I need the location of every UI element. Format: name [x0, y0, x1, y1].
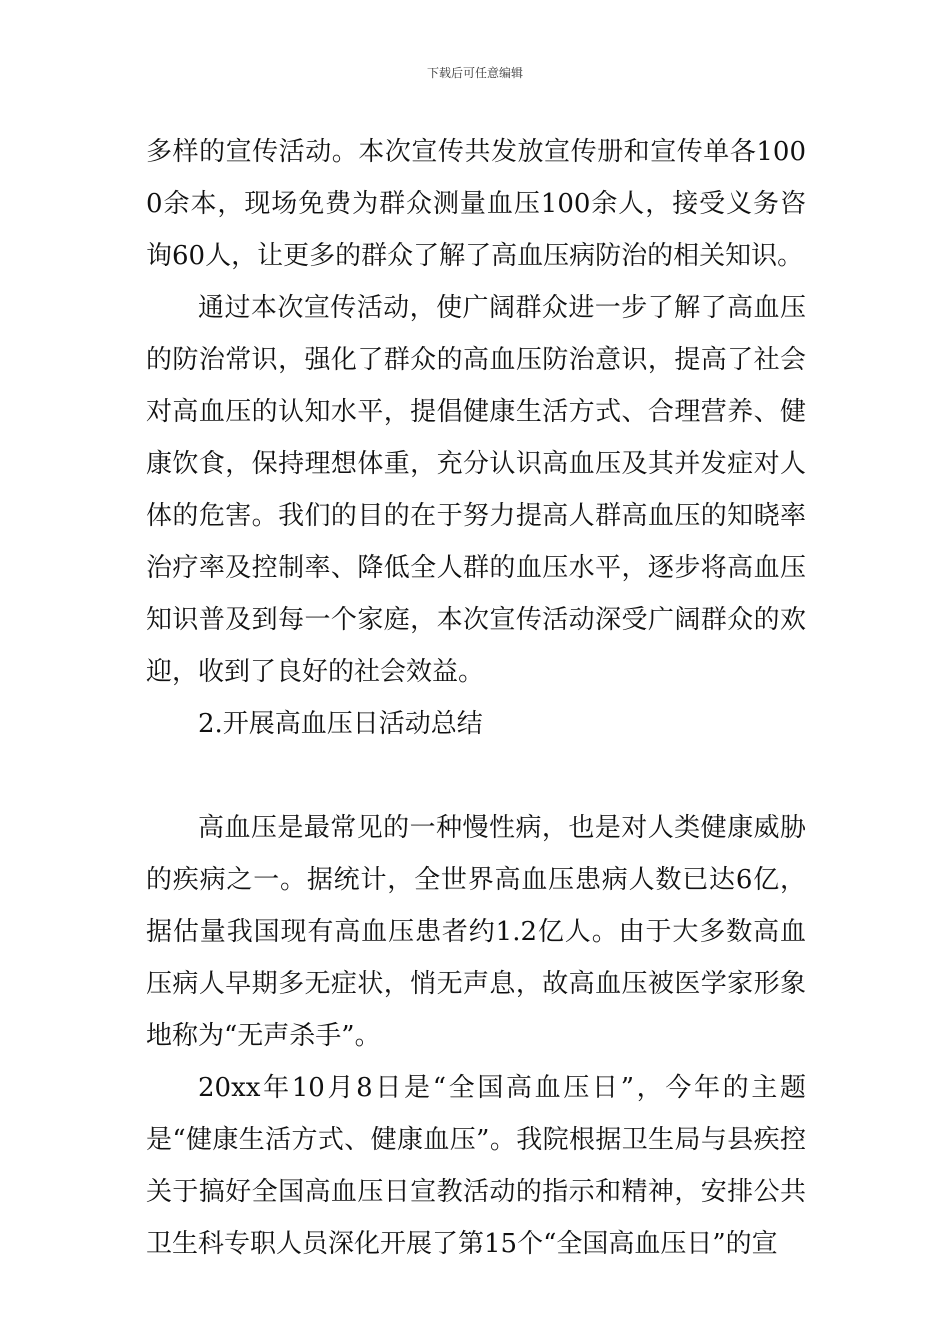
- section-heading: 2.开展高血压日活动总结: [198, 709, 483, 739]
- blank-line: [146, 750, 806, 802]
- paragraph-hypertension-day: 20xx年10月8日是“全国高血压日”，今年的主题是“健康生活方式、健康血压”。我院根据卫生局与县疾控关于搞好全国高血压日宣教活动的指示和精神，安排公共卫生科专职人员深化开展了第15个“全国高血压日”的宣: [146, 1073, 806, 1259]
- paragraph-campaign-results: 通过本次宣传活动，使广阔群众进一步了解了高血压的防治常识，强化了群众的高血压防治意识，提高了社会对高血压的认知水平，提倡健康生活方式、合理营养、健康饮食，保持理想体重，充分认识高血压及其并发症对人体的危害。我们的目的在于努力提高人群高血压的知晓率治疗率及控制率、降低全人群的血压水平，逐步将高血压知识普及到每一个家庭，本次宣传活动深受广阔群众的欢迎，收到了良好的社会效益。: [146, 293, 806, 687]
- page-header: 下载后可任意编辑: [426, 66, 523, 80]
- paragraph-hypertension-intro: 高血压是最常见的一种慢性病，也是对人类健康威胁的疾病之一。据统计，全世界高血压患病人数已达6亿，据估量我国现有高血压患者约1.2亿人。由于大多数高血压病人早期多无症状，悄无声息，故高血压被医学家形象地称为“无声杀手”。: [146, 813, 806, 1051]
- document-body: [146, 126, 806, 1270]
- paragraph-continuation: 多样的宣传活动。本次宣传共发放宣传册和宣传单各1000余本，现场免费为群众测量血压100余人，接受义务咨询60人，让更多的群众了解了高血压病防治的相关知识。: [146, 137, 806, 271]
